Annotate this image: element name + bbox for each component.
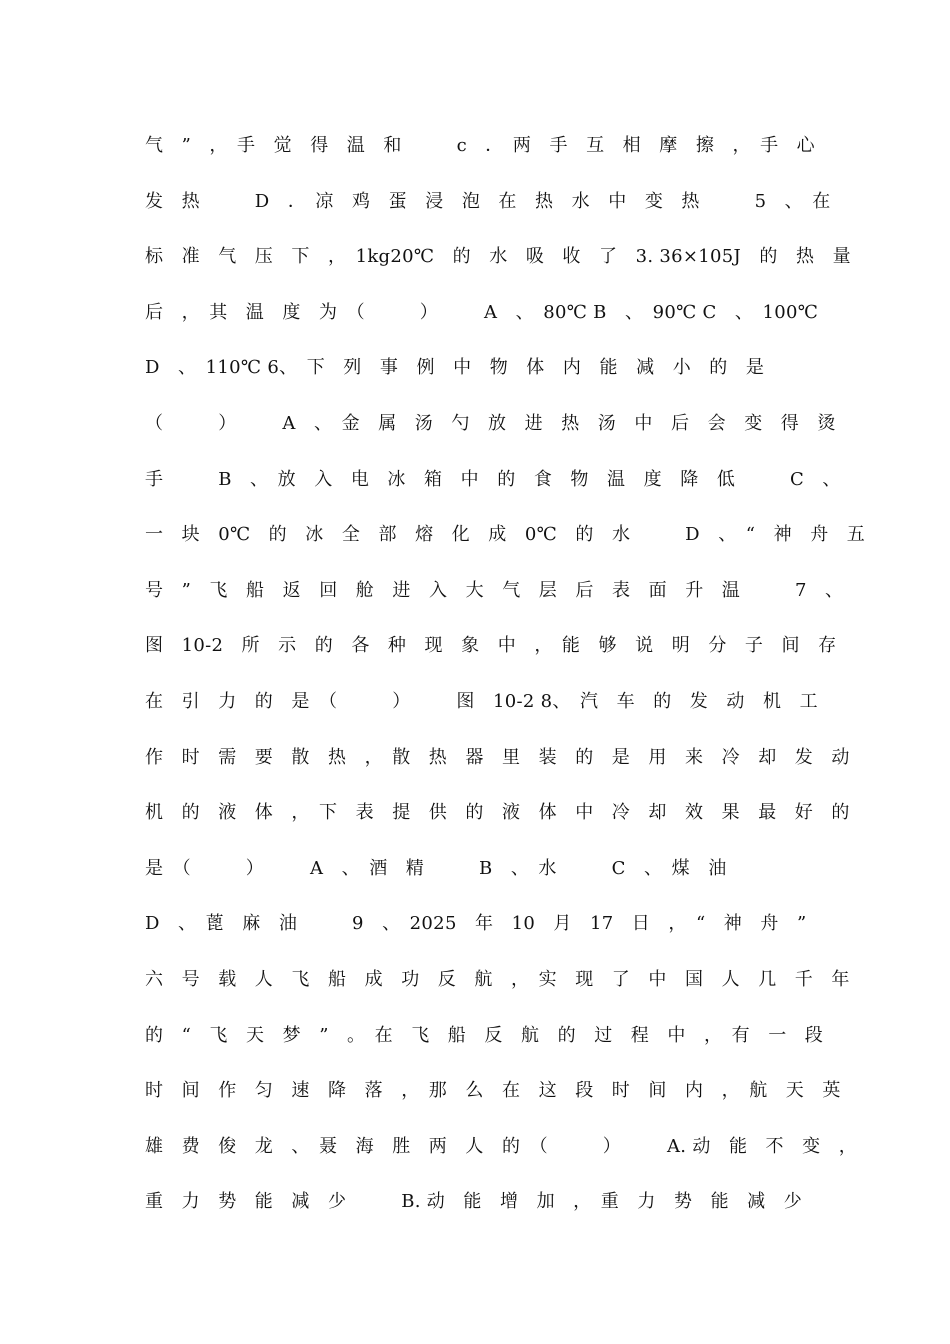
text-line: 发 热 D ． 凉 鸡 蛋 浸 泡 在 热 水 中 变 热 5 、 在 bbox=[145, 190, 831, 212]
text-line: 六 号 载 人 飞 船 成 功 反 航 ， 实 现 了 中 国 人 几 千 年 bbox=[145, 968, 850, 990]
text-line: 作 时 需 要 散 热 ， 散 热 器 里 装 的 是 用 来 冷 却 发 动 bbox=[145, 746, 850, 768]
text-line: 一 块 0℃ 的 冰 全 部 熔 化 成 0℃ 的 水 D 、 “ 神 舟 五 bbox=[145, 524, 866, 546]
text-line: 后 ， 其 温 度 为 （ ） A 、 80℃ B 、 90℃ C 、 100℃ bbox=[145, 301, 819, 323]
text-line: 时 间 作 匀 速 降 落 ， 那 么 在 这 段 时 间 内 ， 航 天 英 bbox=[145, 1080, 841, 1102]
text-line: 号 ” 飞 船 返 回 舱 进 入 大 气 层 后 表 面 升 温 7 、 bbox=[145, 579, 844, 601]
text-line: 雄 费 俊 龙 、 聂 海 胜 两 人 的 （ ） A. 动 能 不 变 ， bbox=[145, 1135, 858, 1157]
text-line: 气 ” ， 手 觉 得 温 和 c ． 两 手 互 相 摩 擦 ， 手 心 bbox=[145, 135, 815, 156]
text-line: （ ） A 、 金 属 汤 勺 放 进 热 汤 中 后 会 变 得 烫 bbox=[145, 412, 836, 434]
text-line: 手 B 、 放 入 电 冰 箱 中 的 食 物 温 度 降 低 C 、 bbox=[145, 468, 841, 490]
text-line: 是 （ ） A 、 酒 精 B 、 水 C 、 煤 油 bbox=[145, 857, 727, 879]
text-line: 标 准 气 压 下 ， 1kg20℃ 的 水 吸 收 了 3. 36×105J 的 热 量 bbox=[145, 246, 851, 268]
text-line: 重 力 势 能 减 少 B. 动 能 增 加 ， 重 力 势 能 减 少 bbox=[145, 1191, 803, 1213]
text-line: 在 引 力 的 是 （ ） 图 10-2 8、 汽 车 的 发 动 机 工 bbox=[145, 690, 818, 712]
text-line: 图 10-2 所 示 的 各 种 现 象 中 ， 能 够 说 明 分 子 间 存 bbox=[145, 635, 837, 657]
text-line: 机 的 液 体 ， 下 表 提 供 的 液 体 中 冷 却 效 果 最 好 的 bbox=[145, 802, 850, 824]
text-line: D 、 蓖 麻 油 9 、 2025 年 10 月 17 日 ， “ 神 舟 ” bbox=[145, 913, 807, 935]
document-body bbox=[145, 128, 866, 1240]
text-line: 的 “ 飞 天 梦 ” 。 在 飞 船 反 航 的 过 程 中 ， 有 一 段 bbox=[145, 1024, 824, 1046]
text-line: D 、 110℃ 6、 下 列 事 例 中 物 体 内 能 减 小 的 是 bbox=[145, 357, 765, 379]
